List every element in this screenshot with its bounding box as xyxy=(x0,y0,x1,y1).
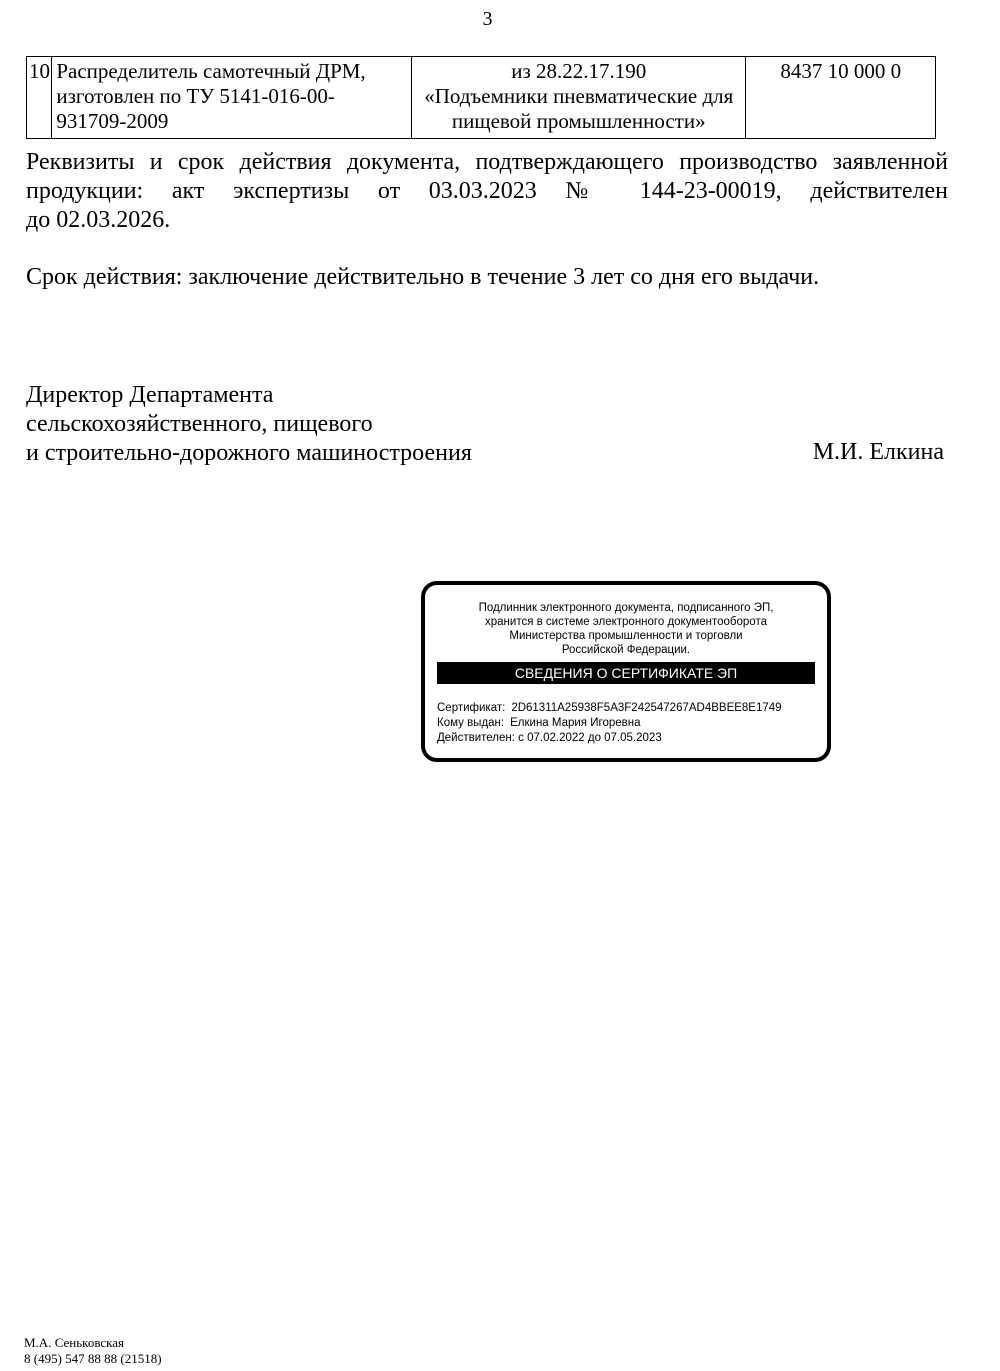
certificate-info-banner: СВЕДЕНИЯ О СЕРТИФИКАТЕ ЭП xyxy=(437,662,815,684)
executor-info xyxy=(24,1335,162,1367)
certificate-row xyxy=(437,701,782,716)
okpd-line: «Подъемники пневматические для xyxy=(424,84,734,108)
executor-phone: 8 (495) 547 88 88 (21518) xyxy=(24,1351,162,1366)
issued-to-value: Елкина Мария Игоревна xyxy=(510,717,641,729)
executor-name: М.А. Сеньковская xyxy=(24,1335,125,1350)
certificate-label: Сертификат: xyxy=(437,702,506,714)
okpd-code-cell xyxy=(412,57,746,139)
product-name-cell xyxy=(52,57,412,139)
signer-title-line: Директор Департамента xyxy=(26,382,274,408)
table-row xyxy=(27,57,936,139)
signer-title-line: сельскохозяйственного, пищевого xyxy=(26,411,373,437)
validity-paragraph: Срок действия: заключение действительно в течение 3 лет со дня его выдачи. xyxy=(26,264,820,290)
valid-period: Действителен: с 07.02.2022 до 07.05.2023 xyxy=(437,732,662,744)
product-name-line: Распределитель самотечный ДРМ, xyxy=(56,59,366,83)
row-number: 10 xyxy=(27,57,52,139)
issued-to-row xyxy=(437,716,782,731)
stamp-notice-line: Российской Федерации. xyxy=(561,644,691,656)
okpd-line: пищевой промышленности» xyxy=(451,109,706,133)
requisites-line: Реквизиты и срок действия документа, подтверждающего производство заявленной xyxy=(26,149,948,175)
product-name-line: изготовлен по ТУ 5141-016-00- xyxy=(56,84,335,108)
okpd-line: из 28.22.17.190 xyxy=(511,59,647,83)
issued-to-label: Кому выдан: xyxy=(437,717,505,729)
tnved-code-cell: 8437 10 000 0 xyxy=(746,57,936,139)
requisites-line: продукции: акт экспертизы от 03.03.2023 № 144-23-00019, действителен xyxy=(26,178,948,204)
certificate-value: 2D61311A25938F5A3F242547267AD4BBEE8E1749 xyxy=(511,702,782,714)
stamp-original-notice xyxy=(425,601,827,657)
product-name-line: 931709-2009 xyxy=(56,109,169,133)
signer-name: М.И. Елкина xyxy=(812,439,944,465)
requisites-paragraph xyxy=(26,148,948,235)
stamp-notice-line: Министерства промышленности и торговли xyxy=(509,630,743,642)
certificate-details xyxy=(437,701,782,746)
stamp-notice-line: хранится в системе электронного документооборота xyxy=(485,616,767,628)
page-number: 3 xyxy=(482,8,493,30)
signer-title xyxy=(26,381,472,468)
product-table xyxy=(26,56,936,139)
electronic-signature-stamp xyxy=(421,581,831,762)
stamp-notice-line: Подлинник электронного документа, подписанного ЭП, xyxy=(478,602,774,614)
signer-title-line: и строительно-дорожного машиностроения xyxy=(26,440,472,466)
requisites-line: до 02.03.2026. xyxy=(26,207,171,233)
